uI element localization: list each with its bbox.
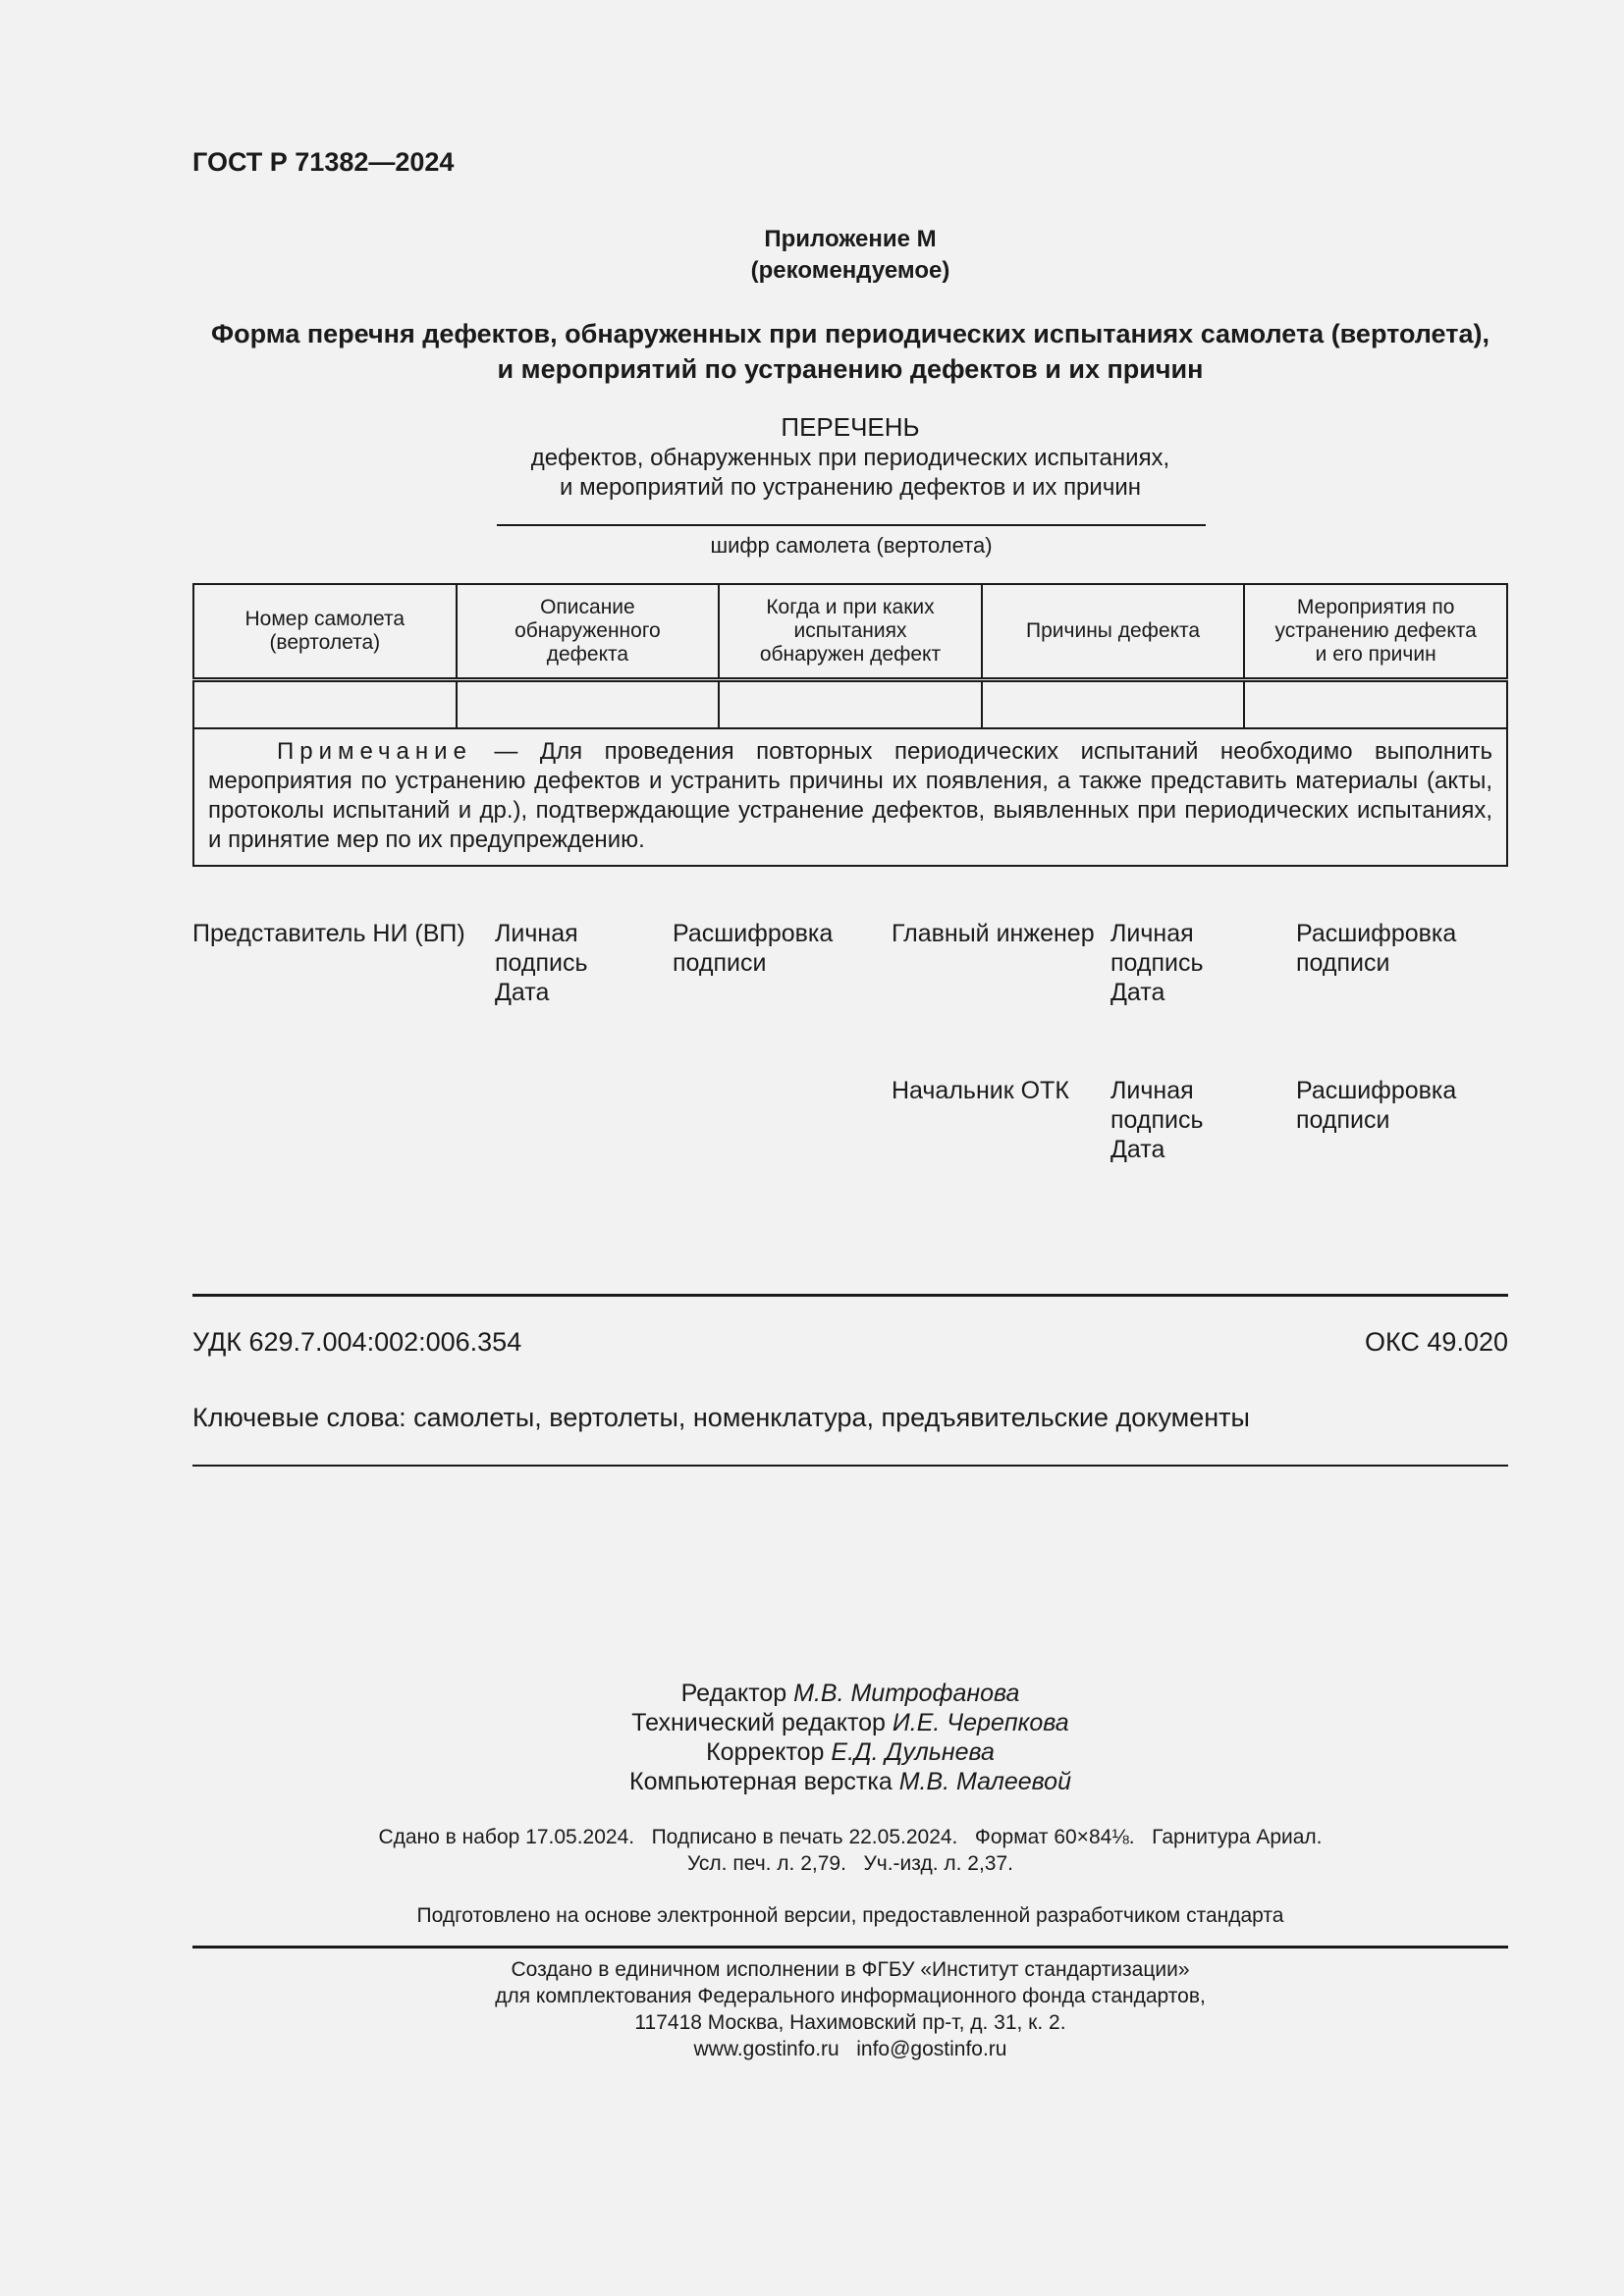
section-divider <box>192 1294 1508 1297</box>
form-title-line2: и мероприятий по устранению дефектов и их причин <box>497 354 1204 384</box>
publication-info <box>192 1824 1508 1877</box>
email-link[interactable]: info@gostinfo.ru <box>856 2038 1007 2060</box>
staff-credits <box>192 1679 1508 1796</box>
created-line1: Создано в единичном исполнении в ФГБУ «Институт стандартизации» <box>511 1958 1190 1981</box>
list-subtitle-line2: и мероприятий по устранению дефектов и их причин <box>560 474 1141 501</box>
table-cell <box>193 680 457 729</box>
publication-line2: Усл. печ. л. 2,79. Уч.-изд. л. 2,37. <box>686 1852 1013 1875</box>
table-cell <box>457 680 720 729</box>
section-divider <box>192 1946 1508 1949</box>
defects-table <box>192 583 1508 867</box>
column-header-defect-description: Описание обнаруженного дефекта <box>457 584 720 680</box>
signature-decode-otk-head: Расшифровка подписи <box>1296 1077 1457 1134</box>
signature-personal-chief-engineer: Личная подпись Дата <box>1110 920 1204 1006</box>
publication-line1: Сдано в набор 17.05.2024. Подписано в печать 22.05.2024. Формат 60×84⅛. Гарнитура Ариал. <box>378 1826 1323 1848</box>
cipher-field-line <box>497 524 1206 526</box>
keywords: Ключевые слова: самолеты, вертолеты, номенклатура, предъявительские документы <box>192 1403 1250 1432</box>
appendix-title: Приложение М <box>764 226 937 252</box>
note-dash: — <box>471 738 540 765</box>
appendix-heading <box>192 224 1508 287</box>
staff-line: Корректор Е.Д. Дульнева <box>706 1738 995 1766</box>
created-info <box>192 1956 1508 2062</box>
section-divider <box>192 1465 1508 1467</box>
column-header-aircraft-number: Номер самолета (вертолета) <box>193 584 457 680</box>
table-header-row <box>193 584 1507 680</box>
table-note-row <box>193 728 1507 866</box>
created-line2: для комплектования Федерального информационного фонда стандартов, <box>495 1985 1206 2007</box>
table-cell <box>719 680 982 729</box>
udk-code: УДК 629.7.004:002:006.354 <box>192 1327 522 1357</box>
document-header: ГОСТ Р 71382—2024 <box>192 147 455 177</box>
table-note <box>193 728 1507 866</box>
column-header-when-detected: Когда и при каких испытаниях обнаружен дефект <box>719 584 982 680</box>
created-line3: 117418 Москва, Нахимовский пр-т, д. 31, к. 2. <box>634 2011 1066 2034</box>
staff-line: Технический редактор И.Е. Черепкова <box>631 1709 1069 1736</box>
table-cell <box>1244 680 1507 729</box>
form-title-line1: Форма перечня дефектов, обнаруженных при периодических испытаниях самолета (вертолета), <box>211 319 1489 348</box>
cipher-caption: шифр самолета (вертолета) <box>710 533 993 558</box>
prepared-note: Подготовлено на основе электронной версии, предоставленной разработчиком стандарта <box>416 1904 1284 1927</box>
note-text: Для проведения повторных периодических испытаний необходимо выполнить мероприятия по устранению дефектов и устранить причины их появления, а также представить материалы (акты, протоколы испытаний и др.), подтверждающие устранение дефектов, выявленных при периодических испытаниях, и принятие мер по их предупреждению. <box>208 738 1492 853</box>
website-link[interactable]: www.gostinfo.ru <box>693 2038 839 2060</box>
signature-role-chief-engineer: Главный инженер <box>892 920 1095 947</box>
signature-decode-representative: Расшифровка подписи <box>673 920 834 977</box>
staff-line: Компьютерная верстка М.В. Малеевой <box>629 1768 1071 1795</box>
form-title <box>192 316 1508 387</box>
note-label: Примечание <box>277 738 472 765</box>
appendix-status: (рекомендуемое) <box>750 257 950 284</box>
oks-code: ОКС 49.020 <box>1364 1327 1508 1357</box>
contacts <box>192 2036 1508 2062</box>
column-header-measures: Мероприятия по устранению дефекта и его причин <box>1244 584 1507 680</box>
signature-decode-chief-engineer: Расшифровка подписи <box>1296 920 1457 977</box>
staff-line: Редактор М.В. Митрофанова <box>680 1680 1020 1707</box>
signature-role-otk-head: Начальник ОТК <box>892 1077 1069 1104</box>
signature-role-representative: Представитель НИ (ВП) <box>192 920 465 947</box>
list-title: ПЕРЕЧЕНЬ <box>781 412 920 442</box>
table-cell <box>982 680 1245 729</box>
column-header-defect-causes: Причины дефекта <box>982 584 1245 680</box>
signature-personal-otk-head: Личная подпись Дата <box>1110 1077 1204 1163</box>
list-subtitle-line1: дефектов, обнаруженных при периодических испытаниях, <box>530 445 1170 471</box>
list-subtitle <box>192 444 1508 503</box>
signature-personal-representative: Личная подпись Дата <box>495 920 588 1006</box>
table-row <box>193 680 1507 729</box>
